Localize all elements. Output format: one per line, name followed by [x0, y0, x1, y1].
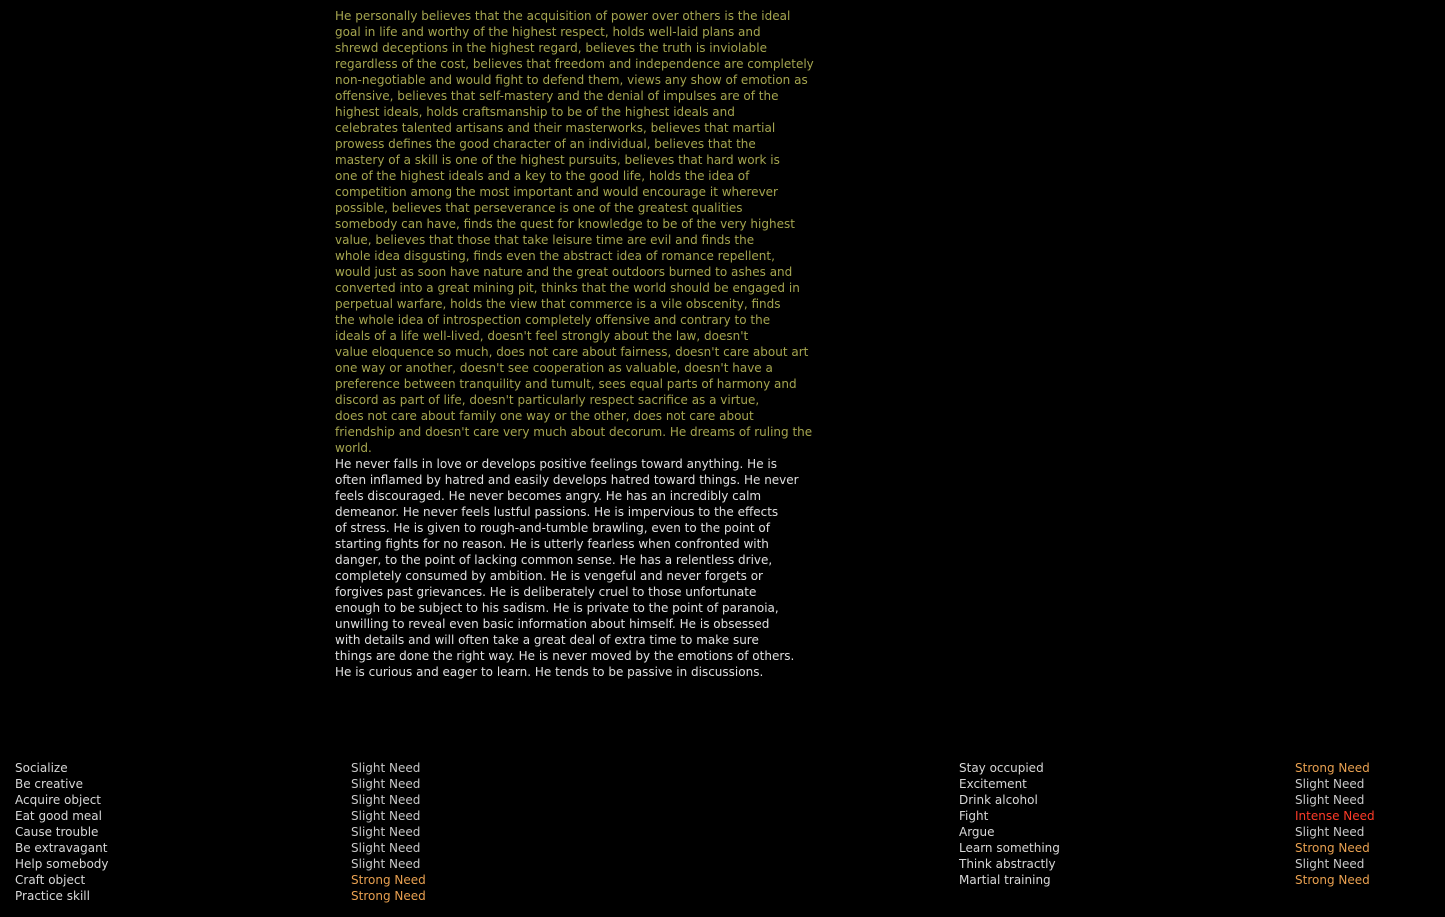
- need-name-cause-trouble: Cause trouble: [15, 825, 99, 839]
- needs-left-name-column: [15, 760, 109, 904]
- need-level-be-extravagant: Slight Need: [351, 841, 421, 855]
- need-level-learn-something: Strong Need: [1295, 841, 1370, 855]
- need-name-help-somebody: Help somebody: [15, 857, 109, 871]
- need-level-practice-skill: Strong Need: [351, 889, 426, 903]
- need-level-acquire-object: Slight Need: [351, 793, 421, 807]
- need-level-drink-alcohol: Slight Need: [1295, 793, 1365, 807]
- need-level-think-abstractly: Slight Need: [1295, 857, 1365, 871]
- need-level-martial-training: Strong Need: [1295, 873, 1370, 887]
- need-name-think-abstractly: Think abstractly: [959, 857, 1056, 871]
- need-name-argue: Argue: [959, 825, 995, 839]
- need-level-help-somebody: Slight Need: [351, 857, 421, 871]
- need-name-drink-alcohol: Drink alcohol: [959, 793, 1038, 807]
- need-name-craft-object: Craft object: [15, 873, 86, 887]
- needs-left-level-column: [351, 760, 426, 904]
- need-name-practice-skill: Practice skill: [15, 889, 90, 903]
- need-level-be-creative: Slight Need: [351, 777, 421, 791]
- need-name-martial-training: Martial training: [959, 873, 1051, 887]
- personality-description: He never falls in love or develops positive feelings toward anything. He is often inflamed by hatred and easily develops hatred toward things. He never feels discouraged. He never becomes angry. He has an incredibly calm demeanor. He never feels lustful passions. He is impervious to the effects of stress. He is given to rough-and-tumble brawling, even to the point of starting fights for no reason. He is utterly fearless when confronted with danger, to the point of lacking common sense. He has a relentless drive, completely consumed by ambition. He is vengeful and never forgets or forgives past grievances. He is deliberately cruel to those unfortunate enough to be subject to his sadism. He is private to the point of paranoia, unwilling to reveal even basic information about himself. He is obsessed with details and will often take a great deal of extra time to make sure things are done the right way. He is never moved by the emotions of others. He is curious and eager to learn. He tends to be passive in discussions.: [335, 457, 799, 679]
- need-name-excitement: Excitement: [959, 777, 1027, 791]
- need-name-be-extravagant: Be extravagant: [15, 841, 108, 855]
- need-level-argue: Slight Need: [1295, 825, 1365, 839]
- need-name-learn-something: Learn something: [959, 841, 1060, 855]
- need-name-fight: Fight: [959, 809, 989, 823]
- need-level-craft-object: Strong Need: [351, 873, 426, 887]
- need-level-stay-occupied: Strong Need: [1295, 761, 1370, 775]
- needs-right-name-column: [959, 760, 1060, 888]
- need-level-socialize: Slight Need: [351, 761, 421, 775]
- need-name-eat-good-meal: Eat good meal: [15, 809, 102, 823]
- needs-right-level-column: [1295, 760, 1375, 888]
- need-name-stay-occupied: Stay occupied: [959, 761, 1044, 775]
- values-description: He personally believes that the acquisition of power over others is the ideal goal in life and worthy of the highest respect, holds well-laid plans and shrewd deceptions in the highest regard, believes the truth is inviolable regardless of the cost, believes that freedom and independence are completely non-negotiable and would fight to defend them, views any show of emotion as offensive, believes that self-mastery and the denial of impulses are of the highest ideals, holds craftsmanship to be of the highest ideals and celebrates talented artisans and their masterworks, believes that martial prowess defines the good character of an individual, believes that the mastery of a skill is one of the highest pursuits, believes that hard work is one of the highest ideals and a key to the good life, holds the idea of competition among the most important and would encourage it wherever possible, believes that perseverance is one of the greatest qualities somebody can have, finds the quest for knowledge to be of the very highest value, believes that those that take leisure time are evil and finds the whole idea disgusting, finds even the abstract idea of romance repellent, would just as soon have nature and the great outdoors burned to ashes and converted into a great mining pit, thinks that the world should be engaged in perpetual warfare, holds the view that commerce is a vile obscenity, finds the whole idea of introspection completely offensive and contrary to the ideals of a life well-lived, doesn't feel strongly about the law, doesn't value eloquence so much, does not care about fairness, doesn't care about art one way or another, doesn't see cooperation as valuable, doesn't have a preference between tranquility and tumult, sees equal parts of harmony and discord as part of life, doesn't particularly respect sacrifice as a virtue, does not care about family one way or the other, does not care about friendship and doesn't care very much about decorum. He dreams of ruling the world.: [335, 9, 814, 455]
- need-level-excitement: Slight Need: [1295, 777, 1365, 791]
- need-name-acquire-object: Acquire object: [15, 793, 101, 807]
- need-level-cause-trouble: Slight Need: [351, 825, 421, 839]
- need-level-fight: Intense Need: [1295, 809, 1375, 823]
- need-name-socialize: Socialize: [15, 761, 68, 775]
- need-name-be-creative: Be creative: [15, 777, 83, 791]
- need-level-eat-good-meal: Slight Need: [351, 809, 421, 823]
